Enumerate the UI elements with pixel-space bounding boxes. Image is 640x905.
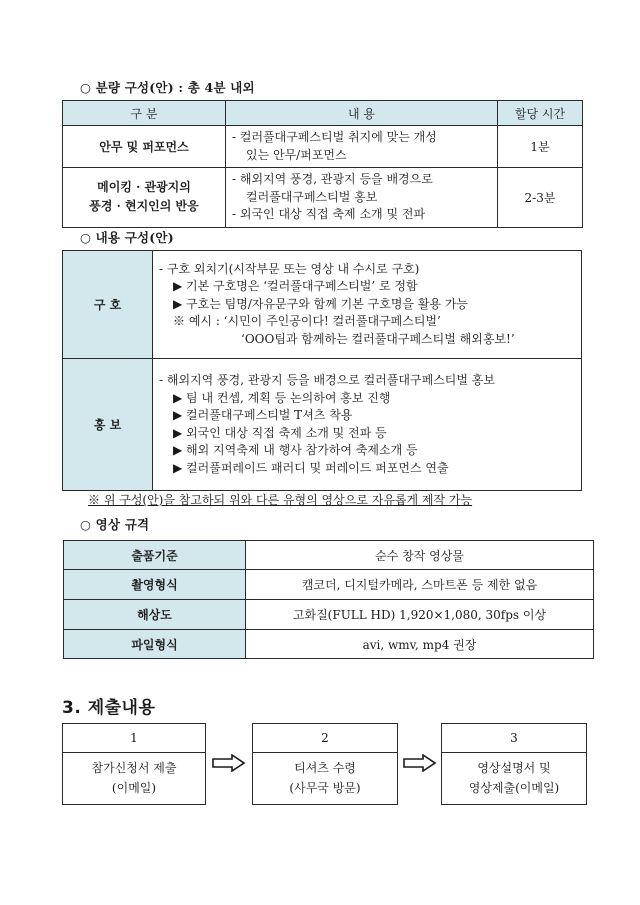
header-content: 내 용 <box>226 101 498 126</box>
content-line: ※ 예시 : ‘시민이 주인공이다! 컬러풀대구페스티벌’ <box>173 314 441 329</box>
step-box-1 <box>62 723 206 805</box>
right-arrow-icon <box>212 754 246 772</box>
table-row <box>64 630 594 659</box>
section-title-content: ○ 내용 구성(안) <box>80 230 174 245</box>
step-number: 1 <box>63 724 205 753</box>
step-number: 2 <box>253 724 397 753</box>
step-line: 영상설명서 및 <box>477 761 551 775</box>
section-title-spec: ○ 영상 규격 <box>80 517 150 532</box>
category-line: 메이킹 · 관광지의 <box>97 180 191 195</box>
header-time: 할당 시간 <box>498 101 583 126</box>
table-row <box>64 570 594 600</box>
content-line: ▶ 외국인 대상 직접 축제 소개 및 전파 등 <box>173 425 387 440</box>
category-cell <box>63 168 226 228</box>
step-number: 3 <box>442 724 586 753</box>
content-line: ▶ 컬러풀퍼레이드 패러디 및 퍼레이드 퍼포먼스 연출 <box>173 460 449 475</box>
category-cell: 안무 및 퍼포먼스 <box>63 126 226 168</box>
table-row <box>63 126 583 168</box>
time-cell: 1분 <box>498 126 583 168</box>
spec-value: avi, wmv, mp4 권장 <box>246 630 594 659</box>
content-line: 컬러풀대구페스티벌 홍보 <box>246 189 378 204</box>
submission-heading: 3. 제출내용 <box>62 698 156 718</box>
spec-label: 파일형식 <box>64 630 246 659</box>
content-line: ▶ 해외 지역축제 내 행사 참가하여 축제소개 등 <box>173 443 418 457</box>
content-table <box>62 250 582 491</box>
spec-label: 해상도 <box>64 600 246 630</box>
content-line: - 구호 외치기(시작부문 또는 영상 내 수시로 구호) <box>159 261 420 276</box>
step-line: 티셔츠 수령 <box>294 761 356 775</box>
content-cell <box>226 126 498 168</box>
content-line: 있는 안무/퍼포먼스 <box>246 147 347 162</box>
step-line: 영상제출(이메일) <box>468 781 560 795</box>
content-line: ▶ 컬러풀대구페스티벌 T셔츠 착용 <box>173 408 353 422</box>
spec-value: 고화질(FULL HD) 1,920×1,080, 30fps 이상 <box>246 600 594 630</box>
content-cell <box>226 168 498 228</box>
table-row <box>63 359 582 491</box>
step-box-3 <box>441 723 587 805</box>
section-title-duration: ○ 분량 구성(안) : 총 4분 내외 <box>80 80 255 95</box>
step-line: 참가신청서 제출 <box>91 761 177 775</box>
content-line: - 외국인 대상 직접 축제 소개 및 전파 <box>232 207 426 221</box>
spec-value: 캠코더, 디지털카메라, 스마트폰 등 제한 없음 <box>246 570 594 600</box>
content-cell <box>153 359 582 491</box>
step-line: (이메일) <box>111 781 157 795</box>
row-label-promo: 홍 보 <box>63 359 153 491</box>
duration-table <box>62 100 583 228</box>
content-line: - 해외지역 풍경, 관광지 등을 배경으로 컬러풀대구페스티벌 홍보 <box>159 373 495 387</box>
header-category: 구 분 <box>63 101 226 126</box>
content-line: - 컬러풀대구페스티벌 취지에 맞는 개성 <box>232 130 437 144</box>
time-cell: 2-3분 <box>498 168 583 228</box>
table-row <box>64 541 594 570</box>
step-line: (사무국 방문) <box>289 781 361 795</box>
content-cell <box>153 251 582 359</box>
content-line: - 해외지역 풍경, 관광지 등을 배경으로 <box>232 172 433 186</box>
content-line: ‘OOO팀과 함께하는 컬러풀대구페스티벌 해외홍보!’ <box>241 331 515 346</box>
table-row <box>63 168 583 228</box>
row-label-chant: 구 호 <box>63 251 153 359</box>
content-line: ▶ 기본 구호명은 ‘컬러풀대구페스티벌’ 로 정함 <box>173 279 418 294</box>
spec-value: 순수 창작 영상물 <box>246 541 594 570</box>
spec-label: 출품기준 <box>64 541 246 570</box>
content-line: ▶ 구호는 팀명/자유문구와 함께 기본 구호명을 활용 가능 <box>173 296 468 311</box>
table-row <box>63 251 582 359</box>
right-arrow-icon <box>403 754 437 772</box>
note-text: ※ 위 구성(안)을 참고하되 위와 다른 유형의 영상으로 자유롭게 제작 가능 <box>88 493 473 507</box>
category-line: 풍경 · 현지인의 반응 <box>89 199 199 214</box>
content-line: ▶ 팀 내 컨셉, 계획 등 논의하여 홍보 진행 <box>173 390 391 405</box>
spec-label: 촬영형식 <box>64 570 246 600</box>
step-box-2 <box>252 723 398 805</box>
table-row <box>64 600 594 630</box>
spec-table <box>63 540 594 659</box>
